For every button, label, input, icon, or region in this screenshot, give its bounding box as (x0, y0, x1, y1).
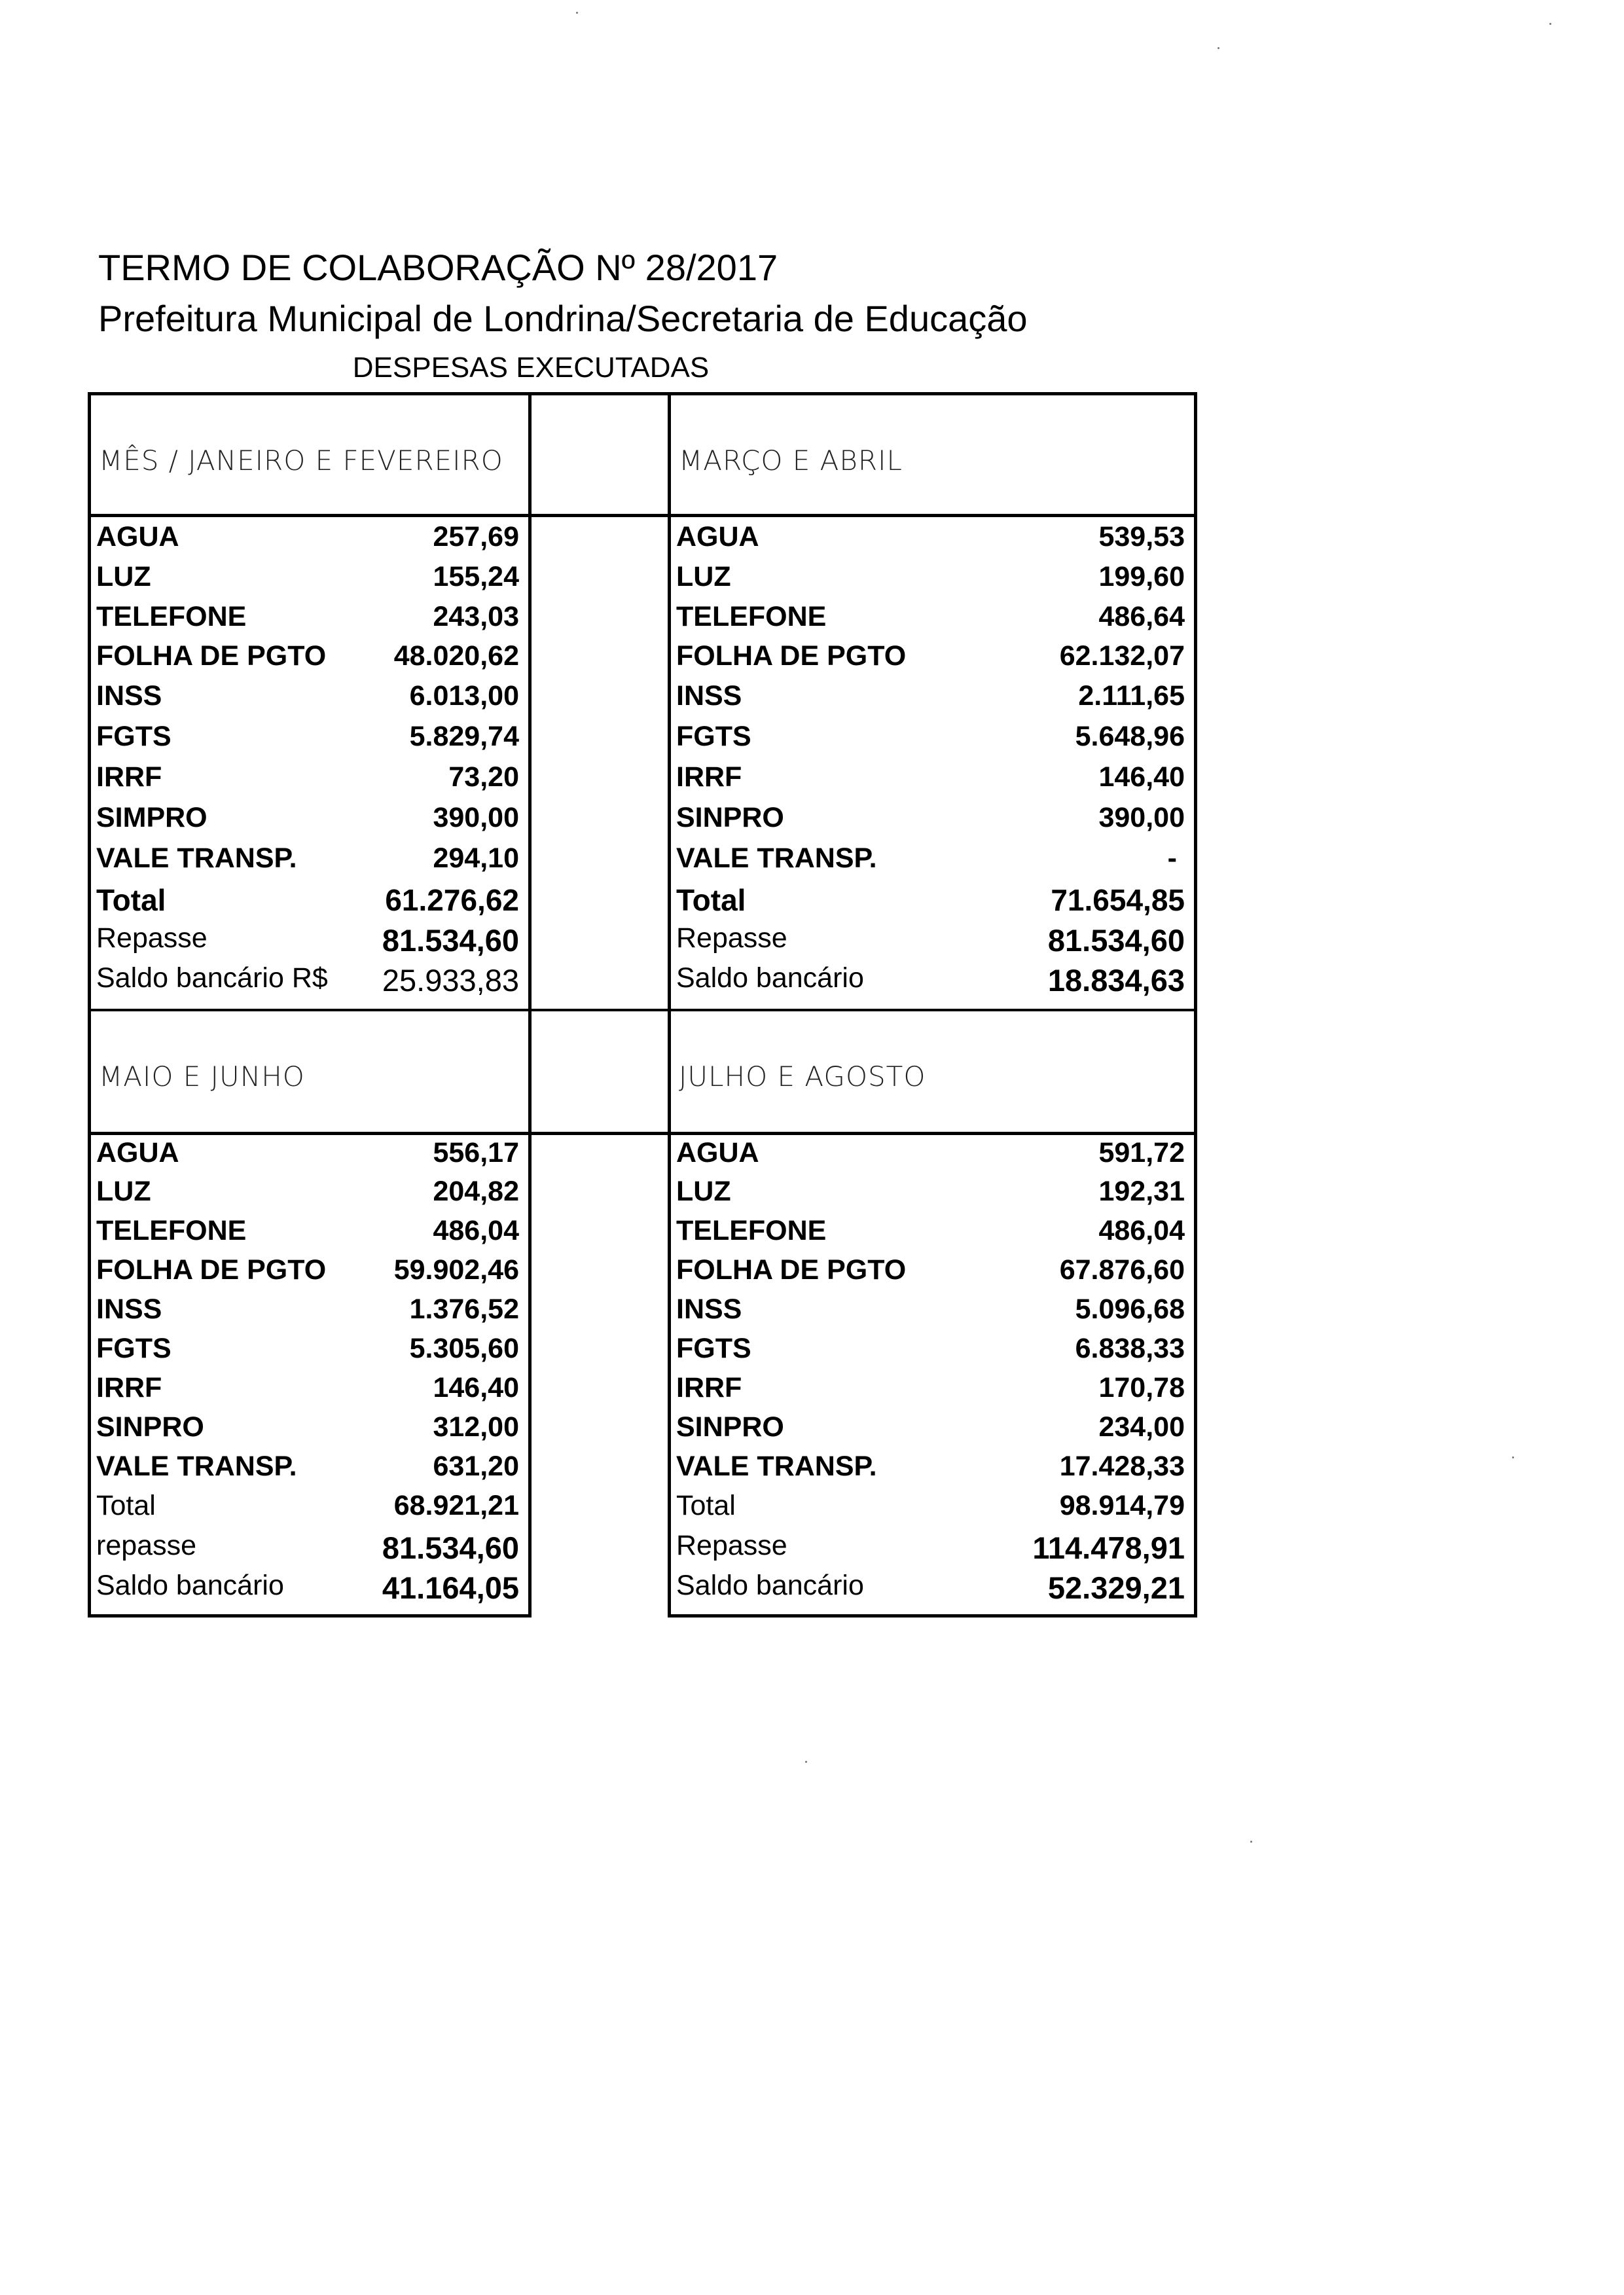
table-row (671, 798, 1194, 838)
row-value: 591,72 (1098, 1137, 1185, 1168)
table-row (91, 597, 528, 637)
table-row (91, 1566, 528, 1606)
row-value: 146,40 (433, 1372, 519, 1403)
row-value: 71.654,85 (1051, 883, 1185, 917)
period-header: MARÇO E ABRIL (679, 444, 903, 477)
row-label: TELEFONE (676, 601, 827, 632)
period-may-jun (91, 1011, 528, 1614)
row-value: 390,00 (433, 802, 519, 833)
row-value: 631,20 (433, 1451, 519, 1482)
table-row (91, 1211, 528, 1251)
row-label: SINPRO (676, 802, 784, 833)
row-label: Saldo bancário (676, 1570, 864, 1601)
period-mar-apr (671, 395, 1194, 1009)
row-value: 41.164,05 (382, 1570, 519, 1605)
row-value: 5.096,68 (1075, 1293, 1185, 1325)
row-value: 6.838,33 (1075, 1333, 1185, 1364)
table-row (91, 676, 528, 716)
table-row (91, 1329, 528, 1369)
table-row (91, 878, 528, 918)
row-label: INSS (96, 1293, 162, 1325)
row-value: 61.276,62 (385, 883, 519, 917)
row-value: 199,60 (1098, 561, 1185, 592)
table-row (91, 1172, 528, 1212)
row-value: 62.132,07 (1059, 640, 1185, 672)
table-row (671, 1486, 1194, 1526)
table-row (671, 1447, 1194, 1487)
table-row (671, 1566, 1194, 1606)
period-header: MÊS / JANEIRO E FEVEREIRO (99, 444, 503, 477)
row-label: LUZ (676, 1176, 731, 1207)
row-value: 2.111,65 (1078, 680, 1185, 712)
row-label: VALE TRANSP. (676, 842, 877, 874)
row-label: FOLHA DE PGTO (676, 640, 907, 672)
row-label: Total (96, 883, 166, 917)
row-label: VALE TRANSP. (96, 1451, 297, 1482)
table-row (671, 1329, 1194, 1369)
row-value: 25.933,83 (382, 963, 519, 998)
table-row (671, 1526, 1194, 1566)
row-label: TELEFONE (96, 1215, 247, 1246)
row-label: TELEFONE (676, 1215, 827, 1246)
table-row (91, 1368, 528, 1408)
document-header (98, 242, 1028, 344)
row-value: 67.876,60 (1059, 1254, 1185, 1286)
row-label: SIMPRO (96, 802, 208, 833)
table-row (671, 717, 1194, 757)
row-label: LUZ (96, 1176, 151, 1207)
row-label: AGUA (676, 521, 759, 552)
row-label: TELEFONE (96, 601, 247, 632)
row-label: FGTS (676, 721, 751, 752)
row-label: FGTS (96, 721, 171, 752)
period-jul-aug (671, 1011, 1194, 1614)
row-label: FOLHA DE PGTO (96, 1254, 327, 1286)
table-row (91, 1407, 528, 1447)
row-label: Saldo bancário R$ (96, 962, 328, 994)
row-label: IRRF (96, 761, 162, 793)
row-label: AGUA (676, 1137, 759, 1168)
row-value: 155,24 (433, 561, 519, 592)
table-row (91, 1486, 528, 1526)
row-value: 1.376,52 (409, 1293, 519, 1325)
table-row (91, 636, 528, 676)
table-row (91, 1526, 528, 1566)
row-label: INSS (676, 1293, 742, 1325)
row-value: 17.428,33 (1059, 1451, 1185, 1482)
row-value: 5.305,60 (409, 1333, 519, 1364)
row-label: FOLHA DE PGTO (96, 640, 327, 672)
row-label: IRRF (676, 1372, 742, 1403)
row-value: 257,69 (433, 521, 519, 552)
row-label: FGTS (96, 1333, 171, 1364)
period-header: JULHO E AGOSTO (679, 1060, 926, 1093)
expenses-table (88, 392, 1197, 1617)
row-value: 539,53 (1098, 521, 1185, 552)
row-value: 294,10 (433, 842, 519, 874)
row-label: AGUA (96, 521, 179, 552)
row-label: Repasse (676, 922, 787, 954)
row-label: Total (676, 1490, 736, 1521)
row-value: 18.834,63 (1047, 963, 1185, 998)
row-value: 6.013,00 (409, 680, 519, 712)
row-value: 48.020,62 (393, 640, 519, 672)
table-row (671, 958, 1194, 998)
table-row (671, 1211, 1194, 1251)
table-row (91, 557, 528, 597)
table-row (91, 798, 528, 838)
table-row (91, 1133, 528, 1173)
row-value: 81.534,60 (382, 1530, 519, 1565)
table-row (671, 918, 1194, 958)
table-row (671, 757, 1194, 797)
table-row (671, 839, 1194, 878)
table-row (91, 839, 528, 878)
table-row (671, 597, 1194, 637)
table-row (91, 717, 528, 757)
row-label: VALE TRANSP. (96, 842, 297, 874)
table-row (671, 1133, 1194, 1173)
row-label: SINPRO (96, 1411, 204, 1443)
table-row (671, 557, 1194, 597)
row-label: LUZ (676, 561, 731, 592)
row-value: 204,82 (433, 1176, 519, 1207)
row-label: IRRF (676, 761, 742, 793)
row-label: Repasse (676, 1530, 787, 1561)
table-row (91, 1250, 528, 1290)
table-row (671, 1250, 1194, 1290)
row-value: 390,00 (1098, 802, 1185, 833)
table-row (671, 878, 1194, 918)
row-value: 192,31 (1098, 1176, 1185, 1207)
row-value: 243,03 (433, 601, 519, 632)
row-label: FGTS (676, 1333, 751, 1364)
row-value: 5.829,74 (409, 721, 519, 752)
row-value: 556,17 (433, 1137, 519, 1168)
row-value: 81.534,60 (1047, 923, 1185, 958)
row-label: INSS (96, 680, 162, 712)
row-label: SINPRO (676, 1411, 784, 1443)
row-value: 486,04 (1098, 1215, 1185, 1246)
row-value: 68.921,21 (393, 1490, 519, 1521)
row-label: Saldo bancário (676, 962, 864, 994)
table-row (91, 918, 528, 958)
table-row (671, 1172, 1194, 1212)
row-value: 234,00 (1098, 1411, 1185, 1443)
row-value: 114.478,91 (1032, 1530, 1185, 1565)
table-row (91, 757, 528, 797)
row-label: Repasse (96, 922, 208, 954)
row-label: IRRF (96, 1372, 162, 1403)
row-value: 59.902,46 (393, 1254, 519, 1286)
period-header: MAIO E JUNHO (99, 1060, 305, 1093)
table-row (671, 1407, 1194, 1447)
table-row (671, 1368, 1194, 1408)
document-organization: Prefeitura Municipal de Londrina/Secretaria de Educação (98, 298, 1028, 339)
table-row (671, 676, 1194, 716)
row-value: - (1167, 842, 1177, 874)
row-value: 5.648,96 (1075, 721, 1185, 752)
row-value: 312,00 (433, 1411, 519, 1443)
table-row (91, 1447, 528, 1487)
row-label: VALE TRANSP. (676, 1451, 877, 1482)
row-label: AGUA (96, 1137, 179, 1168)
document-title: TERMO DE COLABORAÇÃO Nº 28/2017 (98, 247, 778, 288)
row-value: 98.914,79 (1059, 1490, 1185, 1521)
row-label: Total (676, 883, 746, 917)
row-value: 486,04 (433, 1215, 519, 1246)
row-label: repasse (96, 1530, 196, 1561)
row-value: 146,40 (1098, 761, 1185, 793)
table-row (91, 958, 528, 998)
table-row (671, 517, 1194, 557)
period-jan-feb (91, 395, 528, 1009)
row-value: 81.534,60 (382, 923, 519, 958)
table-row (91, 517, 528, 557)
row-label: Total (96, 1490, 156, 1521)
table-row (671, 1290, 1194, 1329)
row-label: Saldo bancário (96, 1570, 284, 1601)
document-subtitle: DESPESAS EXECUTADAS (352, 352, 710, 384)
row-value: 486,64 (1098, 601, 1185, 632)
row-value: 170,78 (1098, 1372, 1185, 1403)
table-row (91, 1290, 528, 1329)
row-label: FOLHA DE PGTO (676, 1254, 907, 1286)
row-label: LUZ (96, 561, 151, 592)
row-value: 73,20 (448, 761, 519, 793)
row-value: 52.329,21 (1047, 1570, 1185, 1605)
row-label: INSS (676, 680, 742, 712)
table-row (671, 636, 1194, 676)
